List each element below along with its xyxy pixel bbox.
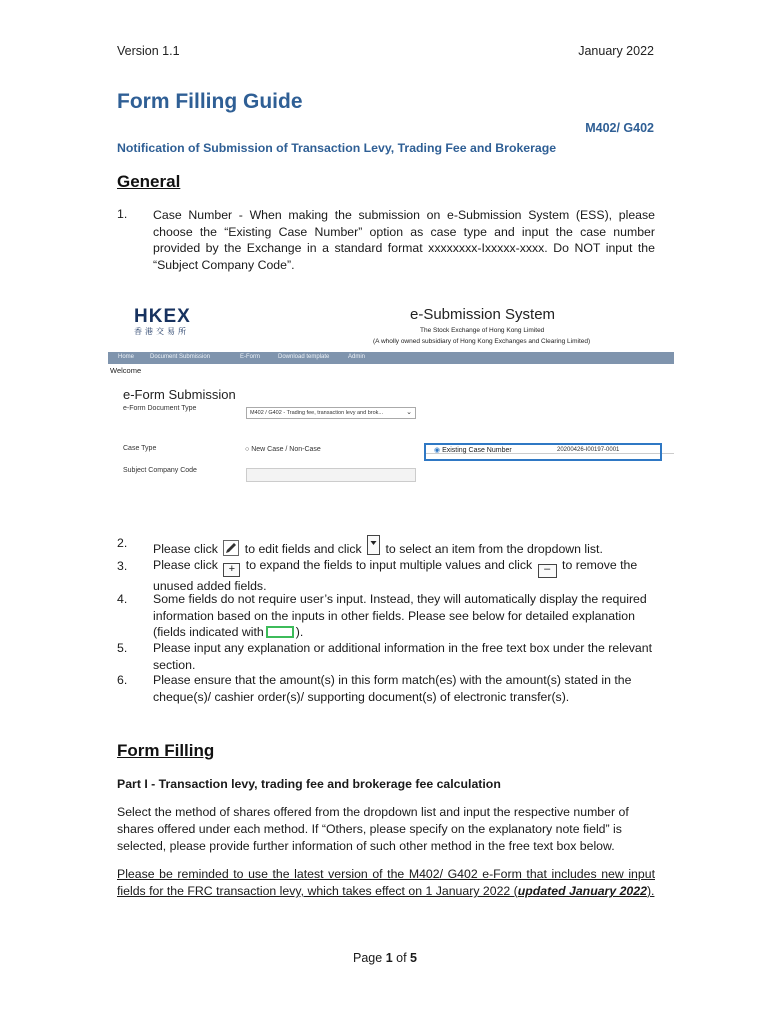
page-footer [0, 951, 770, 965]
footer-total: 5 [410, 951, 417, 965]
system-subtitle-2: (A wholly owned subsidiary of Hong Kong Exchanges and Clearing Limited) [373, 338, 591, 345]
item3-text-c: to remove the unused added fields. [153, 558, 638, 593]
dropdown-icon [367, 535, 380, 555]
ess-nav-bar [108, 352, 674, 364]
auto-field-indicator-icon [266, 626, 294, 638]
pencil-icon [223, 540, 239, 556]
footer-text-b: of [392, 951, 411, 965]
subject-code-input[interactable] [246, 468, 416, 482]
subject-code-label: Subject Company Code [123, 467, 197, 474]
page-title: Form Filling Guide [117, 90, 303, 113]
welcome-text: Welcome [110, 366, 142, 375]
item-number: 5. [117, 641, 128, 655]
item-number: 6. [117, 673, 128, 687]
nav-home[interactable]: Home [118, 354, 135, 360]
item3-text-a: Please click [153, 558, 218, 572]
item-number: 3. [117, 559, 128, 573]
date-label: January 2022 [578, 44, 654, 58]
footer-page: 1 [385, 951, 393, 965]
section-form-filling-heading: Form Filling [117, 741, 215, 760]
general-item-1: Case Number - When making the submission on e-Submission System (ESS), please choose the “Existing Case Number” option as case type and input the case number provided by the Exchange in a standard format xxxxxxxx-Ixxxxx-xxxx. Do NOT input the “Subject Company Code”. [153, 208, 655, 272]
new-case-label: New Case / Non-Case [251, 446, 321, 453]
nav-e-form[interactable]: E-Form [240, 354, 260, 360]
hkex-logo-cn: 香港交易所 [134, 327, 189, 336]
case-number-input[interactable]: 20200426-I00197-0001 [557, 447, 620, 453]
minus-icon: – [538, 564, 557, 578]
section-general-heading: General [117, 172, 181, 191]
part1-text: Select the method of shares offered from the dropdown list and input the respective number of shares offered under each method. If “Others, please specify on the explanatory note field” is selected, please provide further information of such other method in the free text box below. [117, 805, 629, 853]
case-type-label: Case Type [123, 445, 157, 452]
existing-case-radio[interactable] [434, 446, 512, 454]
part1-heading: Part I - Transaction levy, trading fee and brokerage fee calculation [117, 777, 501, 791]
reminder-text-a: Please be reminded to use the latest version of the M402/ G402 e-Form that includes new input fields for the FRC transaction levy, which takes effect on 1 January 2022 ( [117, 867, 655, 898]
item-number: 1. [117, 207, 128, 221]
existing-case-label: Existing Case Number [442, 447, 512, 454]
nav-download-template[interactable]: Download template [278, 354, 330, 360]
doc-type-label: e-Form Document Type [123, 405, 197, 412]
radio-selected-icon: ◉ [434, 447, 441, 454]
form-code: M402/ G402 [585, 121, 654, 135]
reminder-text-c: ). [646, 884, 655, 898]
reminder-text [117, 866, 655, 900]
item-number: 4. [117, 592, 128, 606]
chevron-down-icon: ⌄ [406, 409, 412, 416]
system-title: e-Submission System [410, 306, 556, 323]
eform-submission-heading: e-Form Submission [123, 387, 236, 402]
doc-type-value: M402 / G402 - Trading fee, transaction levy and brok... [250, 410, 383, 416]
footer-text-a: Page [353, 951, 386, 965]
item4-text-a: Some fields do not require user’s input. Instead, they will automatically display the required information based on the inputs in other fields. Please see below for detailed explanation (fields indicated with [153, 592, 647, 639]
doc-type-select[interactable] [246, 407, 416, 419]
page-subtitle: Notification of Submission of Transaction Levy, Trading Fee and Brokerage [117, 141, 557, 155]
general-item-3 [153, 557, 655, 595]
item4-text-b: ). [295, 625, 304, 639]
item2-text-c: to select an item from the dropdown list. [385, 542, 603, 556]
nav-admin[interactable]: Admin [348, 354, 366, 360]
reminder-updated: updated January 2022 [517, 884, 647, 898]
ess-screenshot [108, 298, 674, 494]
system-subtitle-1: The Stock Exchange of Hong Kong Limited [420, 327, 545, 334]
item2-text-b: to edit fields and click [244, 542, 362, 556]
general-item-4 [153, 591, 655, 641]
general-item-5: Please input any explanation or additional information in the free text box under the relevant section. [153, 641, 653, 672]
nav-document-submission[interactable]: Document Submission [150, 354, 211, 360]
plus-icon: + [223, 563, 240, 577]
hkex-logo: HKEX [134, 306, 191, 327]
general-item-6: Please ensure that the amount(s) in this form match(es) with the amount(s) stated in the cheque(s)/ cashier order(s)/ supporting document(s) of electronic transfer(s). [153, 673, 632, 704]
item2-text-a: Please click [153, 542, 218, 556]
new-case-radio[interactable]: ○ New Case / Non-Case [245, 446, 321, 453]
version-label: Version 1.1 [117, 44, 180, 58]
item3-text-b: to expand the fields to input multiple values and click [245, 558, 533, 572]
general-item-2 [153, 535, 655, 558]
item-number: 2. [117, 536, 128, 550]
